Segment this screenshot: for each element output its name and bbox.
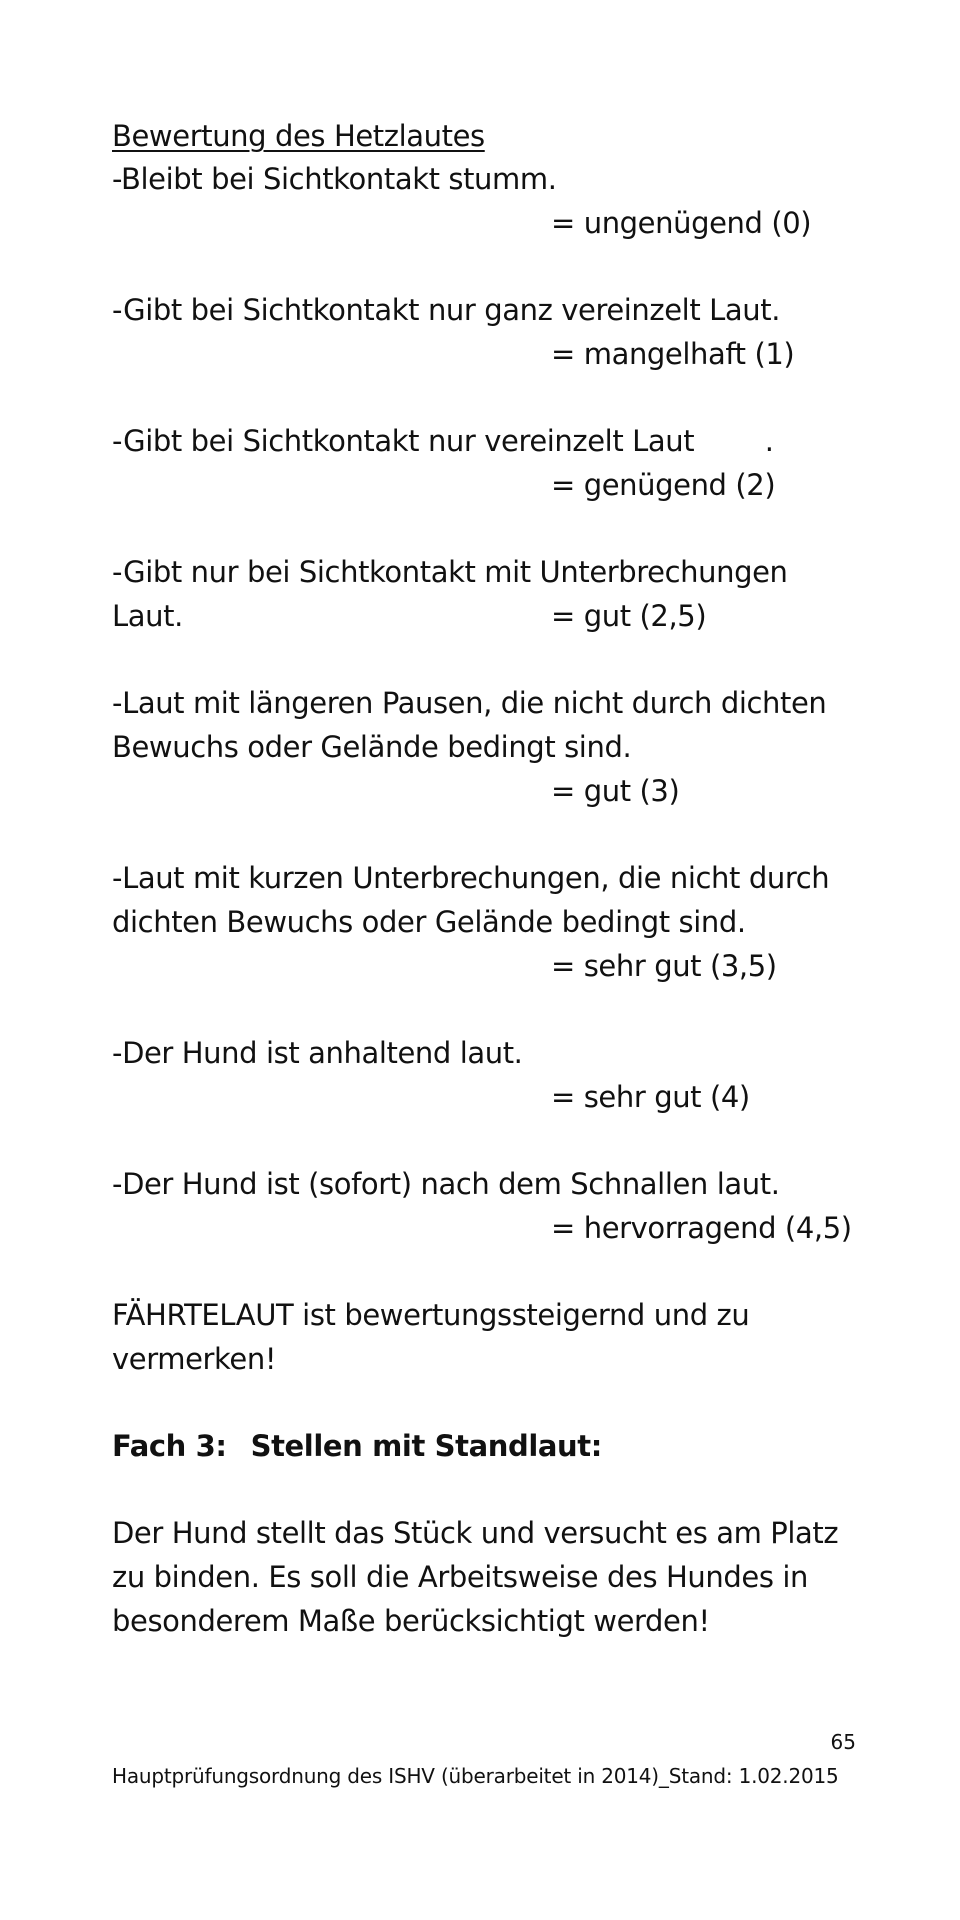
section-heading: Bewertung des Hetzlautes — [112, 119, 485, 153]
criterion-grade: = sehr gut (3,5) — [551, 949, 777, 983]
criterion-text: -Laut mit kurzen Unterbrechungen, die nicht durch — [112, 861, 830, 895]
criterion-text: dichten Bewuchs oder Gelände bedingt sind. — [112, 905, 746, 939]
paragraph-text: besonderem Maße berücksichtigt werden! — [112, 1604, 710, 1638]
criterion-text: -Gibt nur bei Sichtkontakt mit Unterbrechungen — [112, 555, 788, 589]
criterion-grade: = sehr gut (4) — [551, 1080, 750, 1114]
footer-text: Hauptprüfungsordnung des ISHV (überarbeitet in 2014)_Stand: 1.02.2015 — [112, 1764, 839, 1788]
page-number: 65 — [830, 1730, 856, 1754]
criterion-text: -Der Hund ist (sofort) nach dem Schnallen laut. — [112, 1167, 780, 1201]
paragraph-text: zu binden. Es soll die Arbeitsweise des Hundes in — [112, 1560, 808, 1594]
criterion-text: -Laut mit längeren Pausen, die nicht durch dichten — [112, 686, 827, 720]
criterion-text: -Gibt bei Sichtkontakt nur ganz vereinzelt Laut. — [112, 293, 781, 327]
criterion-text: Laut. — [112, 599, 183, 633]
criterion-text: Bewuchs oder Gelände bedingt sind. — [112, 730, 632, 764]
criterion-grade: = gut (3) — [551, 774, 680, 808]
criterion-text: -Gibt bei Sichtkontakt nur vereinzelt Laut . — [112, 424, 774, 458]
criterion-grade: = mangelhaft (1) — [551, 337, 795, 371]
criterion-grade: = ungenügend (0) — [551, 206, 812, 240]
criterion-grade: = hervorragend (4,5) — [551, 1211, 852, 1245]
criterion-grade: = gut (2,5) — [551, 599, 707, 633]
paragraph-text: Der Hund stellt das Stück und versucht es am Platz — [112, 1516, 839, 1550]
section-number: Fach 3: — [112, 1429, 227, 1463]
section-title — [112, 1424, 602, 1468]
section-name: Stellen mit Standlaut: — [250, 1429, 602, 1463]
criterion-text: -Der Hund ist anhaltend laut. — [112, 1036, 523, 1070]
criterion-text: -Bleibt bei Sichtkontakt stumm. — [112, 162, 557, 196]
note-text: vermerken! — [112, 1342, 277, 1376]
criterion-grade: = genügend (2) — [551, 468, 776, 502]
note-text: FÄHRTELAUT ist bewertungssteigernd und zu — [112, 1298, 750, 1332]
